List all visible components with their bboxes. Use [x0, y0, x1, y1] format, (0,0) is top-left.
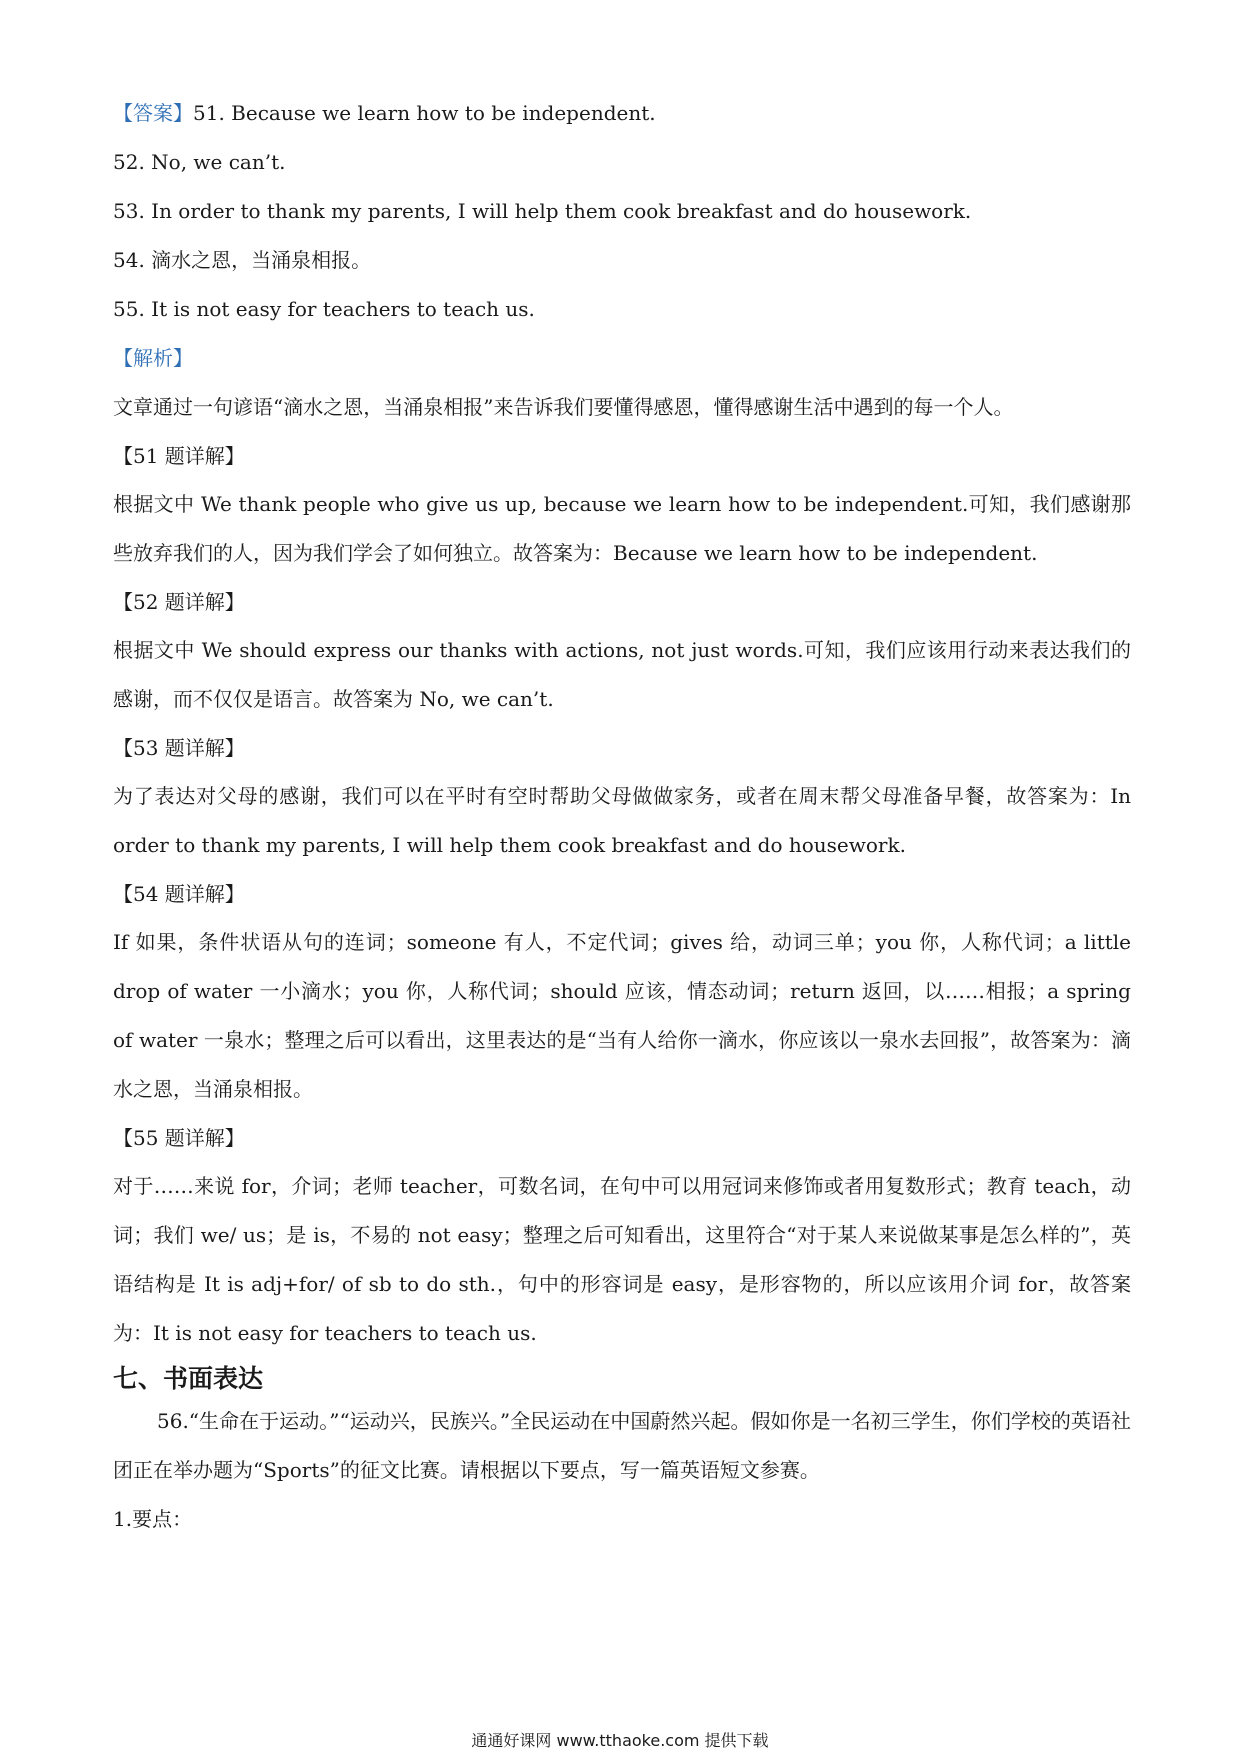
detail-text-51: 根据文中 We thank people who give us up, because we learn how to be independent.可知，我们感谢那些放弃我们的人，因为我们学会了如何独立。故答案为：Because we learn how to be independent. [113, 492, 1131, 565]
answer-line-51 [113, 98, 1131, 128]
answer-line-53: 53. In order to thank my parents, I will help them cook breakfast and do housework. [113, 199, 972, 223]
detail-title-51: 【51 题详解】 [113, 444, 245, 468]
detail-text-55: 对于……来说 for，介词；老师 teacher，可数名词，在句中可以用冠词来修饰或者用复数形式；教育 teach，动词；我们 we/ us；是 is，不易的 not easy；整理之后可知看出，这里符合“对于某人来说做某事是怎么样的”，英语结构是 It is adj+for/ of sb to do sth.，句中的形容词是 easy，是形容物的，所以应该用介词 for，故答案为：It is not easy for teachers to teach us. [113, 1174, 1131, 1345]
answer-tag: 【答案】 [113, 101, 193, 125]
analysis-summary: 文章通过一句谚语“滴水之恩，当涌泉相报”来告诉我们要懂得感恩，懂得感谢生活中遇到的每一个人。 [113, 395, 1014, 419]
answer-text-51: 51. Because we learn how to be independent. [193, 101, 656, 125]
document-content [113, 98, 1131, 1553]
answer-line-52: 52. No, we can’t. [113, 150, 286, 174]
detail-title-52: 【52 题详解】 [113, 590, 245, 614]
analysis-tag: 【解析】 [113, 346, 193, 370]
writing-prompt: 56.“生命在于运动。”“运动兴，民族兴。”全民运动在中国蔚然兴起。假如你是一名初三学生，你们学校的英语社团正在举办题为“Sports”的征文比赛。请根据以下要点，写一篇英语短文参赛。 [113, 1409, 1131, 1482]
detail-text-52: 根据文中 We should express our thanks with actions, not just words.可知，我们应该用行动来表达我们的感谢，而不仅仅是语言。故答案为 No, we can’t. [113, 638, 1131, 711]
answer-line-54: 54. 滴水之恩，当涌泉相报。 [113, 248, 372, 272]
detail-title-55: 【55 题详解】 [113, 1126, 245, 1150]
answer-line-55: 55. It is not easy for teachers to teach us. [113, 297, 535, 321]
detail-title-53: 【53 题详解】 [113, 736, 245, 760]
writing-point-label: 1.要点： [113, 1507, 193, 1531]
page-footer: 通通好课网 www.tthaoke.com 提供下载 [471, 1731, 769, 1750]
section-heading: 七、书面表达 [113, 1364, 264, 1393]
detail-text-53: 为了表达对父母的感谢，我们可以在平时有空时帮助父母做做家务，或者在周末帮父母准备早餐，故答案为：In order to thank my parents, I will help them cook breakfast and do housework. [113, 784, 1131, 857]
detail-text-54: If 如果，条件状语从句的连词；someone 有人，不定代词；gives 给，动词三单；you 你，人称代词；a little drop of water 一小滴水；you 你，人称代词；should 应该，情态动词；return 返回，以……相报；a spring of water 一泉水；整理之后可以看出，这里表达的是“当有人给你一滴水，你应该以一泉水去回报”，故答案为：滴水之恩，当涌泉相报。 [113, 930, 1131, 1101]
detail-title-54: 【54 题详解】 [113, 882, 245, 906]
